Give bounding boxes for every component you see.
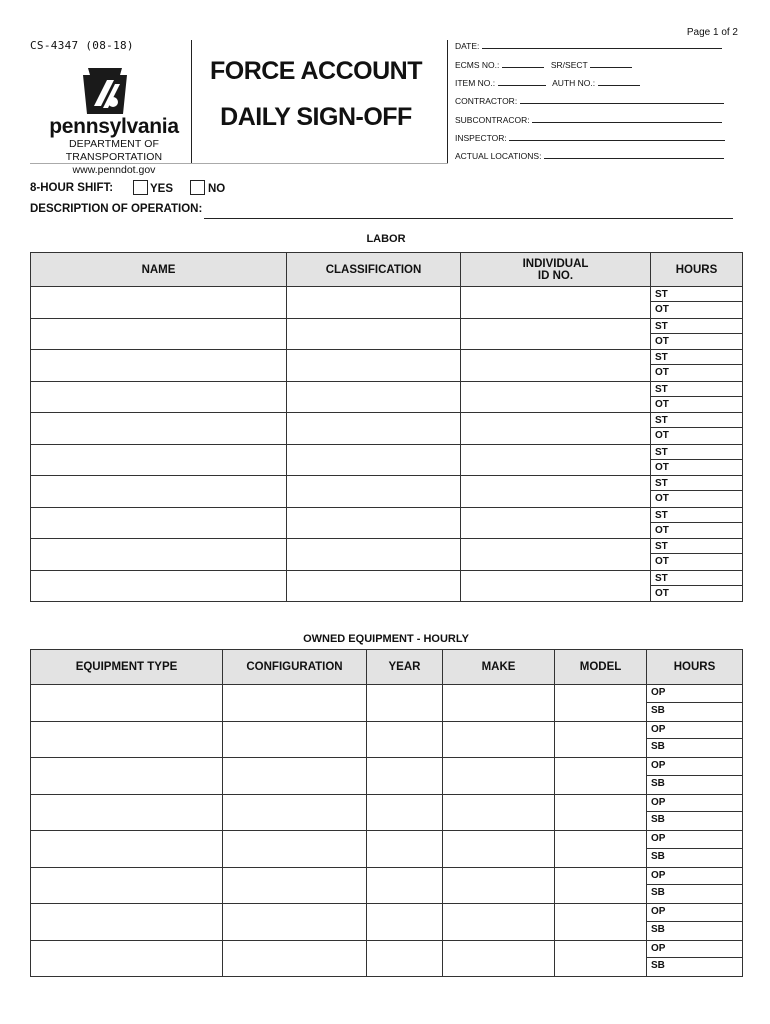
labor-cell[interactable]: [287, 318, 461, 350]
labor-cell[interactable]: [31, 287, 287, 319]
labor-hours-cell[interactable]: [651, 287, 743, 319]
equipment-cell[interactable]: [555, 685, 647, 722]
labor-hours-cell[interactable]: [651, 381, 743, 413]
inspector-field[interactable]: INSPECTOR:: [455, 132, 725, 143]
equipment-hours-cell[interactable]: [647, 721, 743, 758]
labor-hours-cell[interactable]: [651, 318, 743, 350]
equipment-cell[interactable]: [223, 831, 367, 868]
labor-cell[interactable]: [461, 287, 651, 319]
labor-cell[interactable]: [287, 381, 461, 413]
equipment-cell[interactable]: [555, 940, 647, 977]
equipment-cell[interactable]: [555, 904, 647, 941]
page-number: Page 1 of 2: [686, 27, 738, 38]
equipment-hours-sb[interactable]: SB: [651, 960, 665, 972]
equipment-hours-op[interactable]: OP: [647, 831, 742, 849]
labor-cell[interactable]: [461, 539, 651, 571]
labor-cell[interactable]: [287, 444, 461, 476]
description-input[interactable]: [204, 218, 733, 219]
description-label: DESCRIPTION OF OPERATION:: [30, 203, 203, 215]
equipment-cell[interactable]: [31, 831, 223, 868]
labor-hours-cell[interactable]: [651, 570, 743, 602]
labor-cell[interactable]: [31, 350, 287, 382]
labor-hours-st[interactable]: ST: [651, 382, 742, 397]
labor-row: [31, 318, 743, 350]
equipment-cell[interactable]: [223, 685, 367, 722]
labor-hours-ot[interactable]: OT: [655, 304, 669, 316]
equipment-col-make: MAKE: [443, 650, 555, 685]
labor-hours-cell[interactable]: [651, 476, 743, 508]
equipment-cell[interactable]: [223, 904, 367, 941]
equipment-cell[interactable]: [31, 685, 223, 722]
equipment-cell[interactable]: [443, 721, 555, 758]
labor-hours-st[interactable]: ST: [651, 350, 742, 365]
shift-label: 8-HOUR SHIFT:: [30, 182, 114, 194]
equipment-row: [31, 685, 743, 722]
equipment-cell[interactable]: [31, 758, 223, 795]
labor-cell[interactable]: [287, 507, 461, 539]
labor-hours-st[interactable]: ST: [651, 539, 742, 554]
equipment-cell[interactable]: [31, 794, 223, 831]
labor-hours-cell[interactable]: [651, 350, 743, 382]
labor-hours-ot[interactable]: OT: [655, 461, 669, 473]
equipment-cell[interactable]: [555, 758, 647, 795]
labor-cell[interactable]: [461, 381, 651, 413]
header-divider-left: [191, 40, 192, 164]
labor-col-id: INDIVIDUAL ID NO.: [461, 253, 651, 287]
equipment-hours-op[interactable]: OP: [647, 758, 742, 776]
labor-cell[interactable]: [287, 570, 461, 602]
equipment-cell[interactable]: [555, 794, 647, 831]
labor-hours-cell[interactable]: [651, 444, 743, 476]
equipment-col-hours: HOURS: [647, 650, 743, 685]
equipment-cell[interactable]: [223, 794, 367, 831]
shift-no-checkbox[interactable]: [190, 180, 205, 195]
labor-cell[interactable]: [461, 444, 651, 476]
equipment-cell[interactable]: [443, 867, 555, 904]
labor-row: [31, 413, 743, 445]
labor-cell[interactable]: [31, 507, 287, 539]
labor-cell[interactable]: [31, 476, 287, 508]
equipment-cell[interactable]: [31, 721, 223, 758]
equipment-cell[interactable]: [223, 758, 367, 795]
keystone-logo-icon: [80, 66, 130, 116]
labor-hours-st[interactable]: ST: [651, 319, 742, 334]
labor-cell[interactable]: [287, 413, 461, 445]
labor-row: [31, 476, 743, 508]
date-field[interactable]: DATE:: [455, 40, 722, 51]
equipment-hours-cell[interactable]: [647, 794, 743, 831]
equipment-cell[interactable]: [443, 685, 555, 722]
labor-hours-ot[interactable]: OT: [655, 398, 669, 410]
equipment-cell[interactable]: [31, 867, 223, 904]
shift-yes-label: YES: [150, 183, 174, 195]
equipment-hours-op[interactable]: OP: [647, 868, 742, 886]
labor-hours-ot[interactable]: OT: [655, 587, 669, 599]
agency-logo-text: [34, 116, 194, 177]
equipment-table: [30, 649, 743, 977]
equipment-cell[interactable]: [443, 940, 555, 977]
labor-hours-st[interactable]: ST: [651, 445, 742, 460]
equipment-row: [31, 867, 743, 904]
labor-row: [31, 444, 743, 476]
ecms-field[interactable]: ECMS NO.: SR/SECT: [455, 59, 632, 70]
equipment-hours-sb[interactable]: SB: [651, 777, 665, 789]
labor-cell[interactable]: [461, 570, 651, 602]
labor-cell[interactable]: [31, 413, 287, 445]
labor-hours-cell[interactable]: [651, 507, 743, 539]
labor-col-hours: HOURS: [651, 253, 743, 287]
labor-cell[interactable]: [461, 350, 651, 382]
equipment-row: [31, 940, 743, 977]
equipment-cell[interactable]: [367, 904, 443, 941]
equipment-hours-cell[interactable]: [647, 758, 743, 795]
labor-cell[interactable]: [461, 476, 651, 508]
equipment-cell[interactable]: [555, 831, 647, 868]
equipment-cell[interactable]: [367, 721, 443, 758]
equipment-hours-op[interactable]: OP: [647, 941, 742, 959]
equipment-cell[interactable]: [367, 867, 443, 904]
equipment-row: [31, 794, 743, 831]
equipment-hours-sb[interactable]: SB: [651, 704, 665, 716]
equipment-row: [31, 758, 743, 795]
equipment-hours-sb[interactable]: SB: [651, 814, 665, 826]
labor-row: [31, 507, 743, 539]
agency-department: DEPARTMENT OF TRANSPORTATION: [65, 138, 163, 163]
labor-hours-cell[interactable]: [651, 539, 743, 571]
labor-cell[interactable]: [461, 413, 651, 445]
equipment-cell[interactable]: [31, 904, 223, 941]
form-title-line1: FORCE ACCOUNT: [209, 57, 422, 85]
equipment-cell[interactable]: [223, 940, 367, 977]
header-divider-right: [447, 40, 448, 164]
equipment-cell[interactable]: [443, 831, 555, 868]
labor-cell[interactable]: [287, 350, 461, 382]
labor-hours-ot[interactable]: OT: [655, 493, 669, 505]
shift-no-label: NO: [208, 183, 226, 195]
labor-hours-st[interactable]: ST: [651, 571, 742, 586]
labor-row: [31, 287, 743, 319]
equipment-row: [31, 721, 743, 758]
equipment-cell[interactable]: [367, 794, 443, 831]
equipment-hours-cell[interactable]: [647, 904, 743, 941]
equipment-cell[interactable]: [443, 758, 555, 795]
labor-row: [31, 350, 743, 382]
equipment-hours-op[interactable]: OP: [647, 904, 742, 922]
item-no-field[interactable]: ITEM NO.: AUTH NO.:: [455, 77, 640, 88]
labor-hours-st[interactable]: ST: [651, 287, 742, 302]
equipment-hours-op[interactable]: OP: [647, 795, 742, 813]
subcontractor-field[interactable]: SUBCONTRACOR:: [455, 114, 722, 125]
equipment-cell[interactable]: [367, 758, 443, 795]
labor-hours-st[interactable]: ST: [651, 413, 742, 428]
contractor-field[interactable]: CONTRACTOR:: [455, 95, 724, 106]
equipment-cell[interactable]: [31, 940, 223, 977]
equipment-cell[interactable]: [367, 940, 443, 977]
labor-row: [31, 539, 743, 571]
labor-cell[interactable]: [31, 539, 287, 571]
labor-col-name: NAME: [31, 253, 287, 287]
labor-cell[interactable]: [287, 539, 461, 571]
labor-table: [30, 252, 743, 602]
form-title-line2: DAILY SIGN-OFF: [220, 103, 412, 131]
equipment-hours-sb[interactable]: SB: [651, 923, 665, 935]
header-bottom-rule: [30, 163, 448, 164]
equipment-section-title: OWNED EQUIPMENT - HOURLY: [303, 633, 469, 645]
equipment-cell[interactable]: [223, 867, 367, 904]
labor-hours-st[interactable]: ST: [651, 476, 742, 491]
equipment-cell[interactable]: [443, 904, 555, 941]
labor-cell[interactable]: [461, 507, 651, 539]
labor-col-classification: CLASSIFICATION: [287, 253, 461, 287]
labor-cell[interactable]: [287, 476, 461, 508]
agency-website: www.penndot.gov: [72, 164, 156, 176]
equipment-col-model: MODEL: [555, 650, 647, 685]
equipment-cell[interactable]: [555, 721, 647, 758]
equipment-hours-cell[interactable]: [647, 685, 743, 722]
labor-cell[interactable]: [31, 444, 287, 476]
equipment-hours-op[interactable]: OP: [647, 722, 742, 740]
agency-name: pennsylvania: [49, 115, 179, 138]
equipment-cell[interactable]: [223, 721, 367, 758]
equipment-hours-sb[interactable]: SB: [651, 850, 665, 862]
equipment-cell[interactable]: [443, 794, 555, 831]
actual-locations-field[interactable]: ACTUAL LOCATIONS:: [455, 150, 724, 161]
equipment-row: [31, 831, 743, 868]
labor-row: [31, 381, 743, 413]
labor-hours-ot[interactable]: OT: [655, 335, 669, 347]
labor-cell[interactable]: [461, 318, 651, 350]
equipment-hours-op[interactable]: OP: [647, 685, 742, 703]
equipment-cell[interactable]: [555, 867, 647, 904]
equipment-hours-sb[interactable]: SB: [651, 741, 665, 753]
equipment-cell[interactable]: [367, 831, 443, 868]
labor-hours-ot[interactable]: OT: [655, 367, 669, 379]
labor-row: [31, 570, 743, 602]
equipment-hours-cell[interactable]: [647, 940, 743, 977]
labor-section-title: LABOR: [366, 233, 406, 245]
equipment-hours-sb[interactable]: SB: [651, 887, 665, 899]
labor-hours-cell[interactable]: [651, 413, 743, 445]
equipment-col-year: YEAR: [367, 650, 443, 685]
labor-hours-ot[interactable]: OT: [655, 430, 669, 442]
equipment-cell[interactable]: [367, 685, 443, 722]
labor-hours-ot[interactable]: OT: [655, 524, 669, 536]
labor-cell[interactable]: [287, 287, 461, 319]
equipment-col-type: EQUIPMENT TYPE: [31, 650, 223, 685]
equipment-hours-cell[interactable]: [647, 831, 743, 868]
labor-hours-st[interactable]: ST: [651, 508, 742, 523]
labor-cell[interactable]: [31, 570, 287, 602]
labor-hours-ot[interactable]: OT: [655, 556, 669, 568]
labor-cell[interactable]: [31, 318, 287, 350]
labor-cell[interactable]: [31, 381, 287, 413]
form-number: CS-4347 (08-18): [30, 39, 134, 52]
equipment-row: [31, 904, 743, 941]
shift-yes-checkbox[interactable]: [133, 180, 148, 195]
equipment-col-configuration: CONFIGURATION: [223, 650, 367, 685]
equipment-hours-cell[interactable]: [647, 867, 743, 904]
